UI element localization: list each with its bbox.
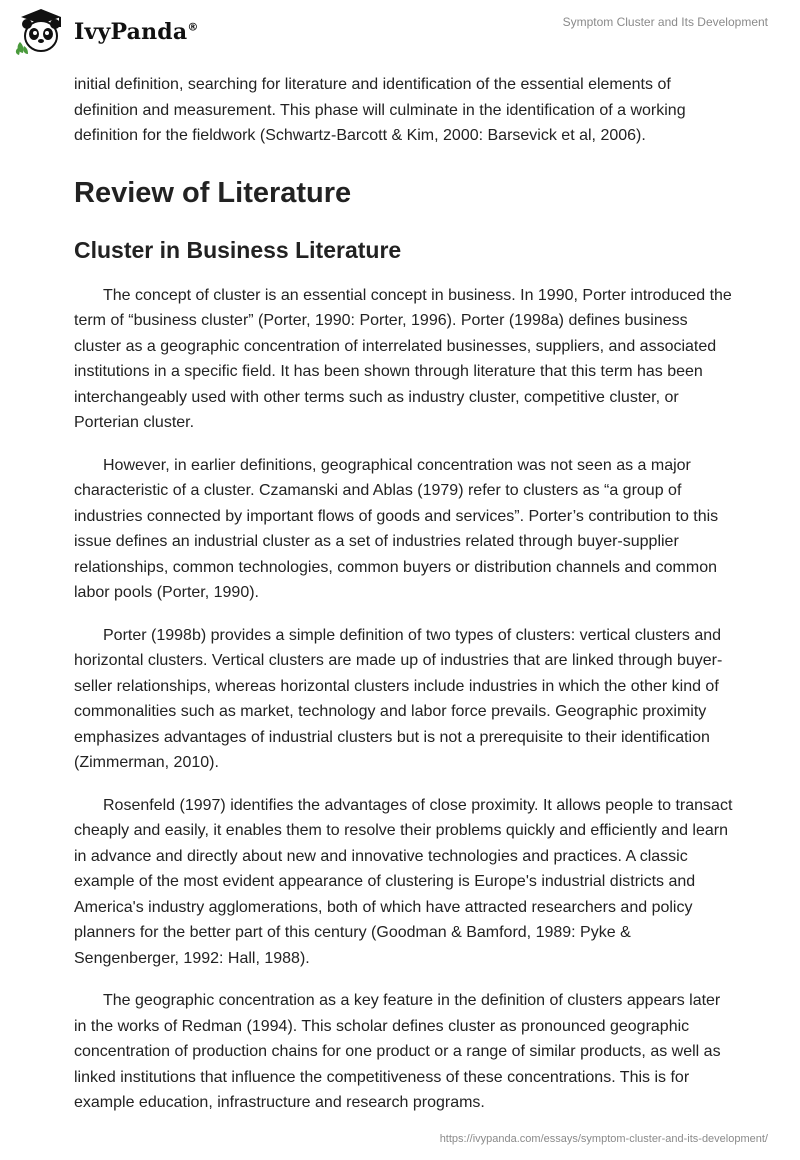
- brand-logo[interactable]: [14, 8, 199, 56]
- page-header: [0, 0, 800, 64]
- document-title: Symptom Cluster and Its Development: [562, 15, 768, 29]
- subsection-heading: Cluster in Business Literature: [74, 236, 402, 263]
- body-paragraph: Rosenfeld (1997) identifies the advantages of close proximity. It allows people to transact cheaply and easily, it enables them to resolve their problems quickly and efficiently and learn in advance and directly about new and innovative technologies and practices. A classic example of the most evident appearance of clustering is Europe's industrial districts and America's industry agglomerations, both of which have attracted researchers and policy planners for the better part of this century (Goodman & Bamford, 1989: Pyke & Sengenberger, 1992: Hall, 1988).: [74, 796, 733, 967]
- body-paragraph: Porter (1998b) provides a simple definition of two types of clusters: vertical clusters and horizontal clusters. Vertical clusters are made up of industries that are linked through buyer-seller relationships, whereas horizontal clusters include industries in which the other kind of commonalities such as market, technology and labor force prevails. Geographic proximity emphasizes advantages of industrial clusters but is not a prerequisite to their identification (Zimmerman, 2010).: [74, 626, 723, 771]
- intro-paragraph: initial definition, searching for literature and identification of the essential elements of definition and measurement. This phase will culminate in the identification of a working definition for the fieldwork (Schwartz-Barcott & Kim, 2000: Barsevick et al, 2006).: [74, 76, 686, 144]
- panda-logo-icon: [14, 8, 68, 56]
- body-paragraph: The concept of cluster is an essential concept in business. In 1990, Porter introduced the term of “business cluster” (Porter, 1990: Porter, 1996). Porter (1998a) defines business cluster as a geographic concentration of interrelated businesses, suppliers, and associated institutions in a specific field. It has been shown through literature that this term has been interchangeably used with other terms such as industry cluster, competitive cluster, or Porterian cluster.: [74, 286, 732, 431]
- brand-registered-mark: ®: [187, 20, 199, 34]
- body-paragraph: The geographic concentration as a key feature in the definition of clusters appears later in the works of Redman (1994). This scholar defines cluster as pronounced geographic concentration of production chains for one product or a range of similar products, as well as linked institutions that influence the competitiveness of these concentrations. This is for example education, infrastructure and research programs.: [74, 992, 721, 1111]
- section-heading: Review of Literature: [74, 176, 352, 209]
- body-paragraph: However, in earlier definitions, geographical concentration was not seen as a major characteristic of a cluster. Czamanski and Ablas (1979) refer to clusters as “a group of industries connected by important flows of goods and services”. Porter’s contribution to this issue defines an industrial cluster as a set of industries related through buyer-supplier relationships, common technologies, common buyers or distribution channels and common labor pools (Porter, 1990).: [74, 456, 719, 601]
- article-body: [74, 72, 734, 1133]
- brand-name: IvyPanda®: [74, 19, 199, 45]
- source-url-link[interactable]: https://ivypanda.com/essays/symptom-cluster-and-its-development/: [439, 1133, 768, 1145]
